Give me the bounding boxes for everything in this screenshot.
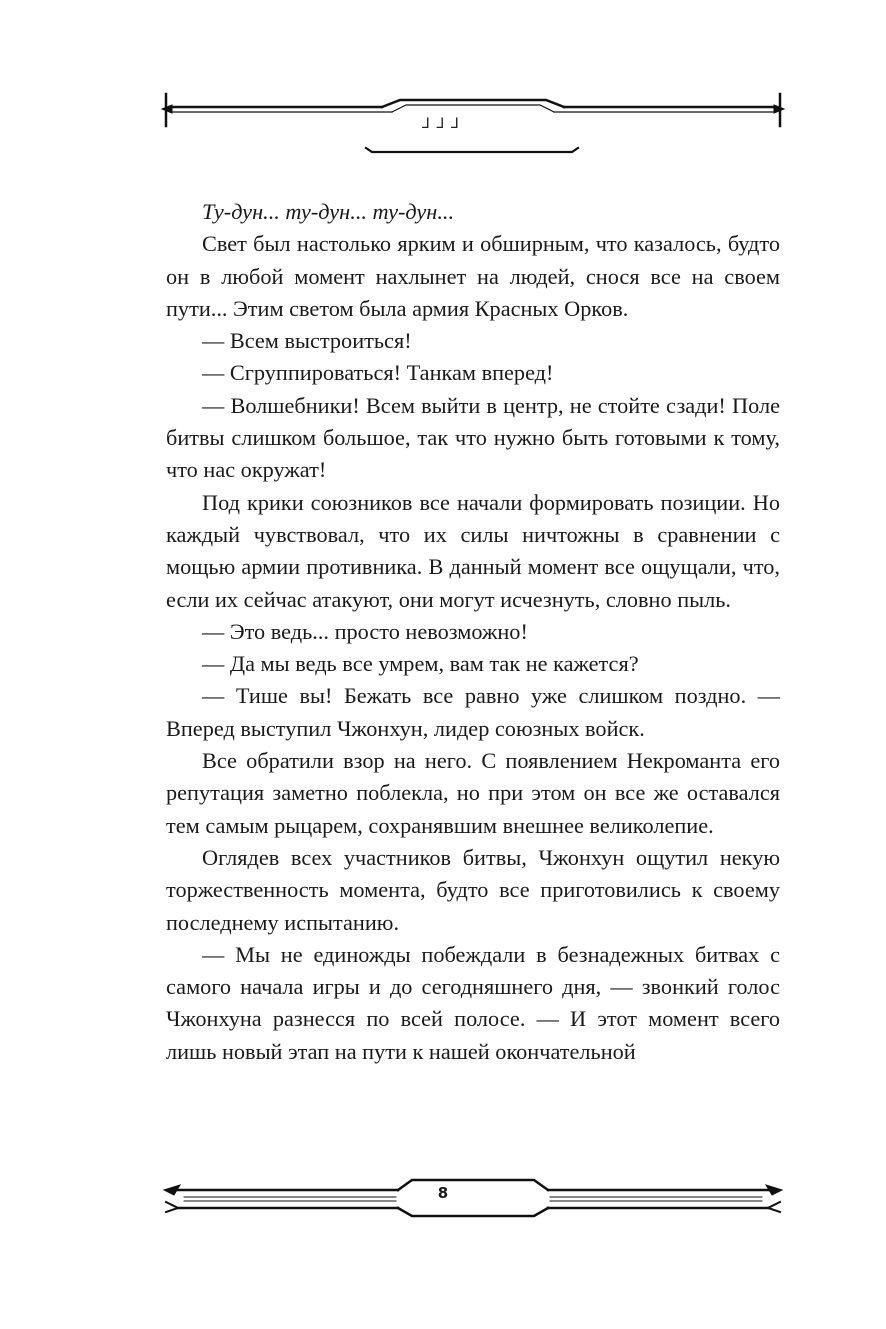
paragraph: — Волшебники! Всем выйти в центр, не стойте сзади! Поле битвы слишком большое, так что нужно быть готовыми к тому, что нас окружат!	[166, 392, 780, 483]
header-mark: ᒧᒧᒧ	[421, 116, 465, 132]
paragraph: Свет был настолько ярким и обширным, что казалось, будто он в любой момент нахлынет на людей, снося все на своем пути... Этим светом была армия Красных Орков.	[166, 231, 780, 321]
paragraph: Оглядев всех участников битвы, Чжонхун ощутил некую торжественность момента, будто все приготовились к своему последнему испытанию.	[166, 844, 780, 935]
paragraph: Все обратили взор на него. С появлением Некроманта его репутация заметно поблекла, но при этом он все же оставался тем самым рыцарем, сохранявшим внешнее великолепие.	[166, 748, 780, 838]
paragraph: — Да мы ведь все умрем, вам так не кажется?	[202, 651, 639, 677]
paragraph: Ту-дун... ту-дун... ту-дун...	[202, 199, 455, 224]
paragraph: Под крики союзников все начали формировать позиции. Но каждый чувствовал, что их силы ничтожны в сравнении с мощью армии противника. В данный момент все ощущали, что, если их сейчас атакуют, они могут исчезнуть, словно пыль.	[166, 489, 780, 612]
paragraph: — Это ведь... просто невозможно!	[202, 618, 528, 644]
body-text	[166, 196, 780, 1068]
paragraph: — Сгруппироваться! Танкам вперед!	[202, 360, 554, 386]
paragraph: — Тише вы! Бежать все равно уже слишком поздно. — Вперед выступил Чжонхун, лидер союзных войск.	[166, 683, 780, 741]
page-number: 8	[437, 1184, 449, 1202]
paragraph: — Мы не единожды побеждали в безнадежных битвах с самого начала игры и до сегодняшнего дня, — звонкий голос Чжонхуна разнесся по всей полосе. — И этот момент всего лишь новый этап на пути к нашей окончательной	[166, 941, 780, 1064]
paragraph: — Всем выстроиться!	[202, 328, 412, 354]
